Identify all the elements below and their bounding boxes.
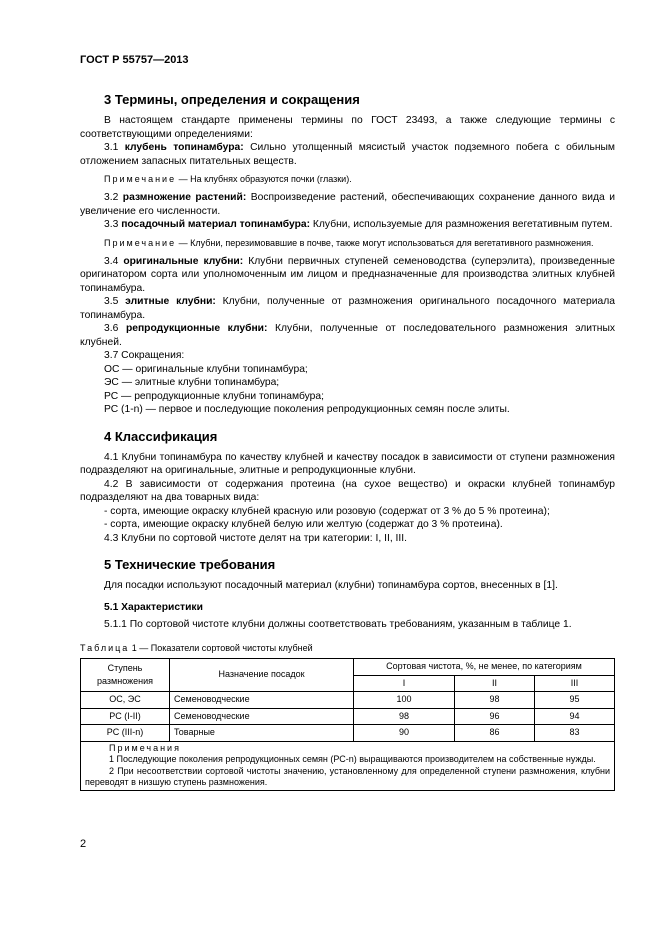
term-number: 3.2 bbox=[104, 192, 123, 203]
cell-value: 90 bbox=[354, 725, 455, 742]
section-5-title: 5 Технические требования bbox=[104, 557, 276, 572]
term-name: посадочный материал топинамбура: bbox=[121, 219, 311, 230]
section-3-title: 3 Термины, определения и сокращения bbox=[104, 92, 360, 107]
abbreviations-title: 3.7 Сокращения: bbox=[104, 350, 185, 361]
cell-value: 96 bbox=[455, 708, 535, 725]
note-label: Примечание bbox=[104, 174, 177, 184]
term-3-6 bbox=[80, 322, 615, 349]
term-definition: Воспроизведение растений, обеспечивающих сохранение данного вида и увеличение его численности. bbox=[80, 192, 615, 217]
header-purpose: Назначение посадок bbox=[170, 659, 354, 692]
document-code: ГОСТ Р 55757—2013 bbox=[80, 54, 189, 66]
subsection-5-1-title: 5.1 Характеристики bbox=[104, 601, 203, 613]
abbreviations-list bbox=[80, 349, 615, 417]
term-number: 3.4 bbox=[104, 255, 124, 267]
table-caption-text: 1 — Показатели сортовой чистоты клубней bbox=[129, 642, 313, 653]
section-4-title: 4 Классификация bbox=[104, 428, 218, 444]
abbreviation-item: РС — репродукционные клубни топинамбура; bbox=[104, 390, 325, 402]
cell-purpose: Семеноводческие bbox=[170, 708, 354, 725]
cell-purpose: Товарные bbox=[170, 725, 354, 742]
cell-value: 100 bbox=[354, 692, 455, 709]
term-3-4 bbox=[80, 255, 615, 296]
note-text: — Клубни, перезимовавшие в почве, также могут использоваться для вегетативного размножения. bbox=[176, 237, 594, 248]
term-name: репродукционные клубни: bbox=[125, 323, 268, 334]
clause-4-3: 4.3 Клубни по сортовой чистоте делят на три категории: I, II, III. bbox=[104, 532, 407, 544]
clause-4-1: 4.1 Клубни топинамбура по качеству клубней и качеству посадок в зависимости от ступени размножения подразделяют на оригинальные, элитные и репродукционные клубни. bbox=[80, 451, 615, 476]
cell-purpose: Семеноводческие bbox=[170, 692, 354, 709]
term-name: размножение растений: bbox=[122, 192, 247, 203]
abbreviation-item: ОС — оригинальные клубни топинамбура; bbox=[104, 363, 308, 375]
table-notes-title: Примечания bbox=[109, 742, 181, 753]
page-number: 2 bbox=[80, 838, 87, 850]
term-3-1 bbox=[80, 141, 615, 168]
term-3-5 bbox=[80, 295, 615, 322]
note-label: Примечание bbox=[104, 237, 177, 248]
term-number: 3.3 bbox=[104, 219, 122, 230]
cell-value: 95 bbox=[535, 692, 615, 709]
table-notes bbox=[81, 741, 615, 790]
abbreviation-item: ЭС — элитные клубни топинамбура; bbox=[104, 377, 280, 388]
table-note: 1 Последующие поколения репродукционных семян (РС-n) выращиваются производителем на собственные нужды. bbox=[109, 754, 596, 764]
note-2 bbox=[80, 237, 615, 249]
section-3-intro: В настоящем стандарте применены термины по ГОСТ 23493, а также следующие термины с соответствующими определениями: bbox=[80, 115, 615, 140]
table-row bbox=[81, 692, 615, 709]
term-definition: Клубни первичных ступеней семеноводства (суперэлита), произведенные оригинатором сорта или уполномоченным им лицом и предназначенные для производства элитных клубней топинамбура. bbox=[80, 255, 616, 294]
term-definition: Клубни, используемые для размножения вегетативным путем. bbox=[310, 219, 613, 230]
cell-value: 83 bbox=[535, 725, 615, 742]
clause-4-2: 4.2 В зависимости от содержания протеина (на сухое вещество) и окраски клубней топинамбур подразделяют на два товарных вида: bbox=[80, 478, 615, 503]
term-name: клубень топинамбура: bbox=[124, 142, 244, 153]
table-header-row bbox=[81, 659, 615, 676]
term-number: 3.1 bbox=[104, 142, 125, 153]
purity-table bbox=[80, 658, 615, 791]
section-5-intro: Для посадки используют посадочный материал (клубни) топинамбура сортов, внесенных в [1]. bbox=[104, 580, 558, 591]
cell-value: 86 bbox=[455, 725, 535, 742]
term-definition: Сильно утолщенный мясистый участок подземного побега с обильным отложением запасных питательных веществ. bbox=[80, 142, 615, 167]
table-row bbox=[81, 708, 615, 725]
header-category: I bbox=[354, 675, 455, 692]
cell-stage: ОС, ЭС bbox=[81, 692, 170, 709]
note-1 bbox=[80, 173, 615, 185]
cell-value: 94 bbox=[535, 708, 615, 725]
table-caption bbox=[80, 642, 615, 656]
term-definition: Клубни, полученные от размножения оригинального посадочного материала топинамбура. bbox=[80, 296, 615, 321]
term-name: элитные клубни: bbox=[125, 296, 216, 307]
cell-stage: РС (I-II) bbox=[81, 708, 170, 725]
document-body bbox=[80, 92, 615, 791]
term-definition: Клубни, полученные от последовательного размножения элитных клубней. bbox=[80, 323, 615, 348]
dash-item: - сорта, имеющие окраску клубней белую или желтую (содержат до 3 % протеина). bbox=[104, 519, 503, 530]
table-note: 2 При несоответствии сортовой чистоты значению, установленному для определенной ступени размножения, клубни переводят в низшую ступень размножения. bbox=[85, 765, 610, 787]
term-number: 3.6 bbox=[104, 323, 126, 334]
term-3-3 bbox=[80, 218, 615, 232]
table-caption-label: Таблица bbox=[80, 642, 130, 653]
term-3-2 bbox=[80, 191, 615, 218]
cell-stage: РС (III-n) bbox=[81, 725, 170, 742]
header-category: II bbox=[455, 675, 535, 692]
table-notes-row bbox=[81, 741, 615, 790]
cell-value: 98 bbox=[455, 692, 535, 709]
cell-value: 98 bbox=[354, 708, 455, 725]
term-number: 3.5 bbox=[104, 296, 126, 307]
term-name: оригинальные клубни: bbox=[123, 255, 244, 267]
header-category: III bbox=[535, 675, 615, 692]
note-text: — На клубнях образуются почки (глазки). bbox=[176, 174, 352, 184]
header-stage: Ступень размножения bbox=[81, 659, 170, 692]
header-purity: Сортовая чистота, %, не менее, по категориям bbox=[354, 659, 615, 676]
table-row bbox=[81, 725, 615, 742]
clause-5-1-1: 5.1.1 По сортовой чистоте клубни должны соответствовать требованиям, указанным в таблице 1. bbox=[104, 619, 572, 630]
abbreviation-item: РС (1-n) — первое и последующие поколения репродукционных семян после элиты. bbox=[104, 404, 510, 415]
dash-item: - сорта, имеющие окраску клубней красную или розовую (содержат от 3 % до 5 % протеина); bbox=[104, 505, 550, 517]
